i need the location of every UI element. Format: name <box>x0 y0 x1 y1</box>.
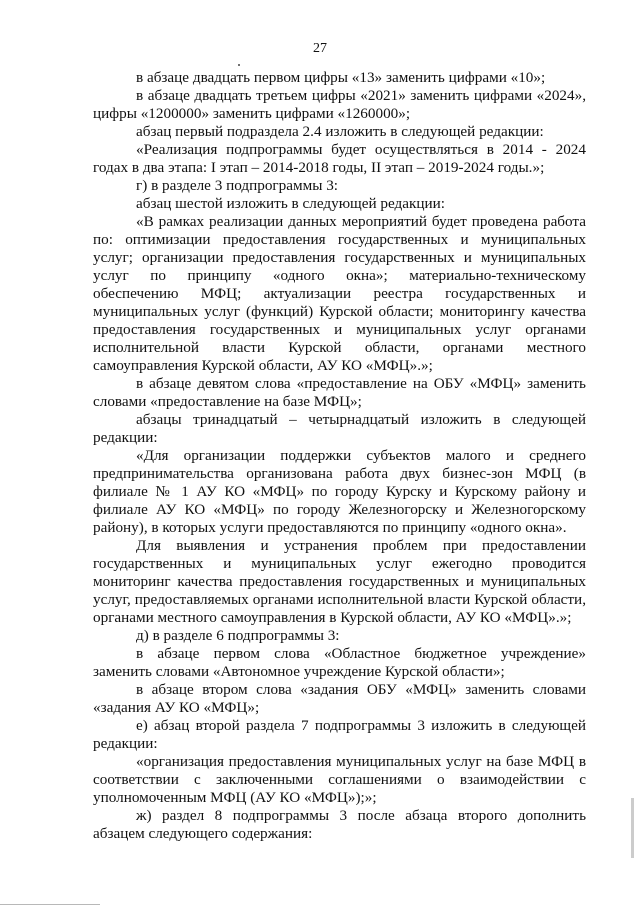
paragraph: в абзаце втором слова «задания ОБУ «МФЦ» заменить словами «задания АУ КО «МФЦ»; <box>93 681 586 716</box>
paragraph: г) в разделе 3 подпрограммы 3: <box>136 177 339 194</box>
paragraph: «Реализация подпрограммы будет осуществляться в 2014 - 2024 годах в два этапа: I этап – 2014-2018 годы, II этап – 2019-2024 годы.»; <box>93 141 586 176</box>
scan-edge-mark <box>631 798 634 858</box>
document-body <box>93 69 586 843</box>
scan-speck <box>238 64 240 66</box>
paragraph: в абзаце первом слова «Областное бюджетное учреждение» заменить словами «Автономное учреждение Курской области»; <box>93 645 586 680</box>
paragraph: абзац первый подраздела 2.4 изложить в следующей редакции: <box>136 123 544 140</box>
paragraph: д) в разделе 6 подпрограммы 3: <box>136 627 340 644</box>
paragraph: абзац шестой изложить в следующей редакции: <box>136 195 445 212</box>
paragraph: в абзаце двадцать третьем цифры «2021» заменить цифрами «2024», цифры «1200000» заменить цифрами «1260000»; <box>93 87 586 122</box>
paragraph: «В рамках реализации данных мероприятий будет проведена работа по: оптимизации предоставления государственных и муниципальных услуг; организации предоставления государственных и муниципальных услуг по принципу «одного окна»; материально-техническому обеспечению МФЦ; актуализации реестра государственных и муниципальных услуг (функций) Курской области; мониторингу качества предоставления государственных и муниципальных услуг органами исполнительной власти Курской области, органами местного самоуправления Курской области, АУ КО «МФЦ».»; <box>93 213 586 374</box>
paragraph: абзацы тринадцатый – четырнадцатый изложить в следующей редакции: <box>93 411 586 446</box>
paragraph: «организация предоставления муниципальных услуг на базе МФЦ в соответствии с заключенными соглашениями о взаимодействии с уполномоченным МФЦ (АУ КО «МФЦ»);»; <box>93 753 586 806</box>
paragraph: «Для организации поддержки субъектов малого и среднего предпринимательства организована работа двух бизнес-зон МФЦ (в филиале № 1 АУ КО «МФЦ» по городу Курску и Курскому району и филиале АУ КО «МФЦ» по городу Железногорску и Железногорскому району), в которых услуги предоставляются по принципу «одного окна». <box>93 447 586 536</box>
paragraph: ж) раздел 8 подпрограммы 3 после абзаца второго дополнить абзацем следующего содержания: <box>93 807 586 842</box>
paragraph: в абзаце двадцать первом цифры «13» заменить цифрами «10»; <box>136 69 546 86</box>
paragraph: е) абзац второй раздела 7 подпрограммы 3 изложить в следующей редакции: <box>93 717 586 752</box>
paragraph: Для выявления и устранения проблем при предоставлении государственных и муниципальных услуг ежегодно проводится мониторинг качества предоставления государственных и муниципальных услуг, предоставляемых органами исполнительной власти Курской области, органами местного самоуправления в Курской области, АУ КО «МФЦ».»; <box>93 537 586 626</box>
paragraph: в абзаце девятом слова «предоставление на ОБУ «МФЦ» заменить словами «предоставление на базе МФЦ»; <box>93 375 586 410</box>
page-number: 27 <box>313 41 327 56</box>
